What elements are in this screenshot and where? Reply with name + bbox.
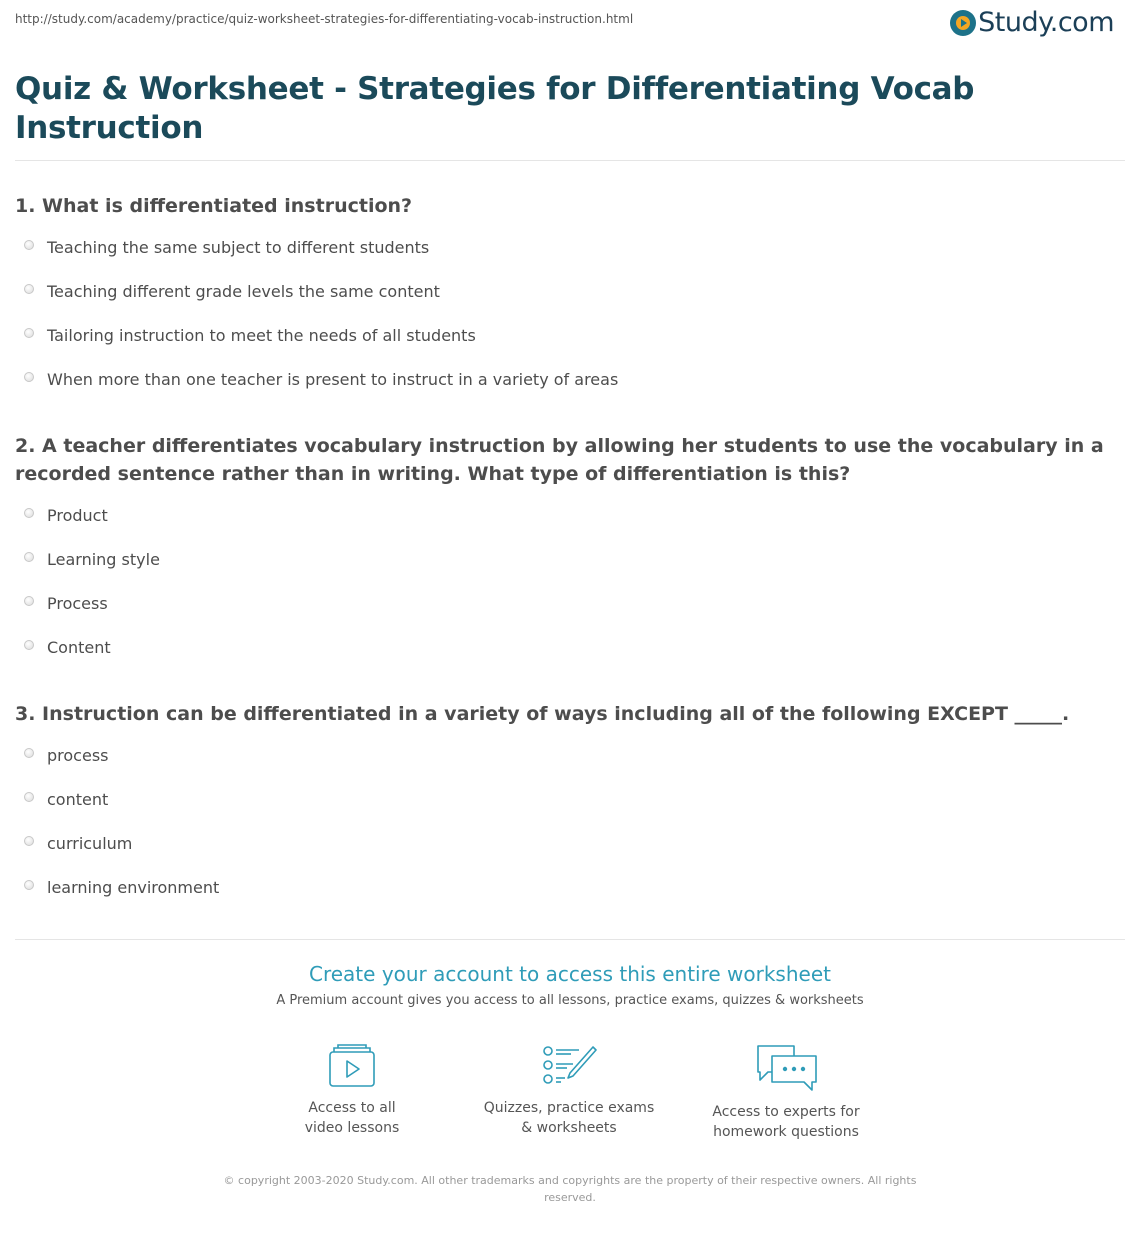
- option-label: learning environment: [47, 878, 220, 897]
- option-label: Content: [47, 638, 111, 657]
- radio-button[interactable]: [24, 552, 34, 562]
- radio-button[interactable]: [24, 240, 34, 250]
- answer-option[interactable]: [24, 326, 476, 345]
- option-label: When more than one teacher is present to instruct in a variety of areas: [47, 370, 619, 389]
- answer-option[interactable]: [24, 790, 108, 809]
- radio-button[interactable]: [24, 748, 34, 758]
- answer-option[interactable]: [24, 834, 132, 853]
- answer-option[interactable]: [24, 282, 440, 301]
- play-logo-icon: [950, 10, 976, 36]
- radio-button[interactable]: [24, 792, 34, 802]
- answer-option[interactable]: [24, 506, 108, 525]
- divider: [15, 160, 1125, 161]
- radio-button[interactable]: [24, 508, 34, 518]
- study-logo[interactable]: [950, 7, 1114, 38]
- feature-experts: [686, 1044, 886, 1142]
- premium-description: A Premium account gives you access to all lessons, practice exams, quizzes & worksheets: [276, 993, 864, 1008]
- video-lessons-icon: [326, 1044, 378, 1088]
- option-label: process: [47, 746, 109, 765]
- option-label: Product: [47, 506, 108, 525]
- answer-option[interactable]: [24, 746, 108, 765]
- answer-option[interactable]: [24, 238, 429, 257]
- feature-quizzes: [469, 1044, 669, 1138]
- radio-button[interactable]: [24, 372, 34, 382]
- quiz-checklist-icon: [541, 1044, 597, 1088]
- answer-option[interactable]: [24, 550, 160, 569]
- option-label: curriculum: [47, 834, 133, 853]
- option-label: Tailoring instruction to meet the needs of all students: [47, 326, 476, 345]
- radio-button[interactable]: [24, 284, 34, 294]
- chat-bubbles-icon: [754, 1044, 818, 1092]
- feature-video-lessons: [252, 1044, 452, 1138]
- answer-option[interactable]: [24, 594, 108, 613]
- option-label: content: [47, 790, 109, 809]
- radio-button[interactable]: [24, 596, 34, 606]
- radio-button[interactable]: [24, 880, 34, 890]
- option-label: Process: [47, 594, 108, 613]
- page-url: http://study.com/academy/practice/quiz-worksheet-strategies-for-differentiating-vocab-instruction.html: [15, 12, 634, 26]
- radio-button[interactable]: [24, 328, 34, 338]
- question-1: 1. What is differentiated instruction?: [15, 195, 413, 217]
- question-2: 2. A teacher differentiates vocabulary instruction by allowing her students to use the vocabulary in a recorded sentence rather than in writing. What type of differentiation is this?: [15, 435, 1104, 485]
- question-3: 3. Instruction can be differentiated in a variety of ways including all of the following EXCEPT _____.: [15, 703, 1070, 725]
- option-label: Teaching different grade levels the same content: [47, 282, 440, 301]
- radio-button[interactable]: [24, 836, 34, 846]
- answer-option[interactable]: [24, 638, 111, 657]
- page-title: Quiz & Worksheet - Strategies for Differentiating Vocab Instruction: [15, 71, 975, 146]
- option-label: Teaching the same subject to different students: [47, 238, 430, 257]
- divider: [15, 939, 1125, 940]
- answer-option[interactable]: [24, 370, 618, 389]
- logo-text: Study.com: [978, 7, 1114, 38]
- answer-option[interactable]: [24, 878, 219, 897]
- create-account-link[interactable]: Create your account to access this entire worksheet: [309, 962, 831, 986]
- copyright-notice: © copyright 2003-2020 Study.com. All other trademarks and copyrights are the property of their respective owners. All rights reserved.: [223, 1174, 917, 1204]
- feature-label: Access to all video lessons: [304, 1100, 400, 1136]
- option-label: Learning style: [47, 550, 160, 569]
- feature-label: Quizzes, practice exams & worksheets: [483, 1100, 655, 1136]
- feature-label: Access to experts for homework questions: [712, 1104, 860, 1140]
- radio-button[interactable]: [24, 640, 34, 650]
